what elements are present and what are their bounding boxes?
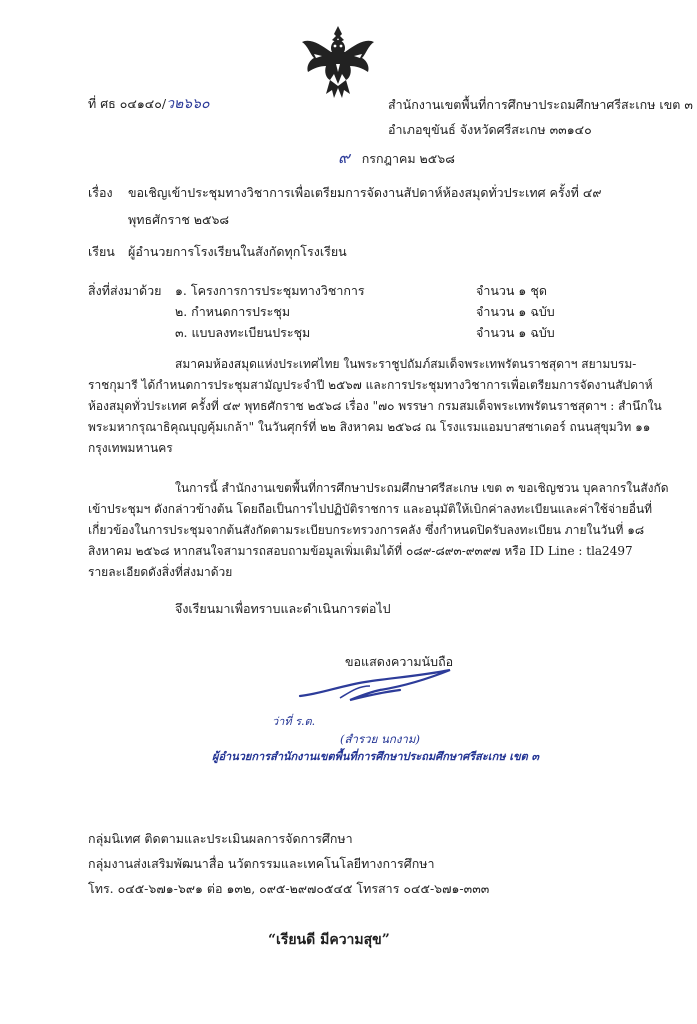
regards-text: ขอแสดงความนับถือ <box>345 654 454 669</box>
department-2: กลุ่มงานส่งเสริมพัฒนาสื่อ นวัตกรรมและเทคโนโลยีทางการศึกษา <box>88 856 435 871</box>
enclosure-item-2: ๒. กำหนดการประชุม <box>175 304 291 319</box>
office-address: อำเภอขุขันธ์ จังหวัดศรีสะเกษ ๓๓๑๔๐ <box>388 122 592 137</box>
document-number-handwritten: ว๒๖๖๐ <box>166 96 210 112</box>
paragraph-1-line-2: ราชกุมารี ได้กำหนดการประชุมสามัญประจำปี ๒๕๖๗ และการประชุมทางวิชาการเพื่อเตรียมการจัดงานสัปดาห์ <box>88 378 653 392</box>
paragraph-2-line-5: รายละเอียดดังสิ่งที่ส่งมาด้วย <box>88 565 233 579</box>
recipient-text: ผู้อำนวยการโรงเรียนในสังกัดทุกโรงเรียน <box>128 244 347 259</box>
date-month-year: กรกฎาคม ๒๕๖๘ <box>361 151 455 166</box>
acting-title: ว่าที่ ร.ต. <box>272 715 316 728</box>
garuda-emblem-icon <box>300 24 376 100</box>
recipient-label: เรียน <box>88 244 115 259</box>
contact-phone: โทร. ๐๔๕-๖๗๑-๖๙๑ ต่อ ๑๓๒, ๐๙๕-๒๙๗๐๕๔๕ โทรสาร ๐๔๕-๖๗๑-๓๓๓ <box>88 881 490 896</box>
paragraph-1-line-3: ห้องสมุดทั่วประเทศ ครั้งที่ ๔๙ พุทธศักราช ๒๕๖๘ เรื่อง "๗๐ พรรษา กรมสมเด็จพระเทพรัตนราชสุดาฯ : สำนึกใน <box>88 399 662 413</box>
document-number-prefix: ที่ ศธ ๐๔๑๔๐/ <box>88 96 167 111</box>
closing-text: จึงเรียนมาเพื่อทราบและดำเนินการต่อไป <box>175 601 391 616</box>
paragraph-2-line-3: เกี่ยวข้องในการประชุมจากต้นสังกัดตามระเบียบกระทรวงการคลัง ซึ่งกำหนดปิดรับลงทะเบียน ภายในวันที่ ๑๘ <box>88 523 645 537</box>
document-date <box>338 149 455 167</box>
signer-position: ผู้อำนวยการสำนักงานเขตพื้นที่การศึกษาประถมศึกษาศรีสะเกษ เขต ๓ <box>212 750 540 763</box>
enclosures-label: สิ่งที่ส่งมาด้วย <box>88 283 162 298</box>
paragraph-1-line-1: สมาคมห้องสมุดแห่งประเทศไทย ในพระราชูปถัมภ์สมเด็จพระเทพรัตนราชสุดาฯ สยามบรม- <box>175 357 637 371</box>
document-number <box>88 95 210 113</box>
department-1: กลุ่มนิเทศ ติดตามและประเมินผลการจัดการศึกษา <box>88 831 353 846</box>
enclosure-qty-1: จำนวน ๑ ชุด <box>476 283 547 298</box>
paragraph-1-line-4: พระมหากรุณาธิคุณบุญคุ้มเกล้า" ในวันศุกร์ที่ ๒๒ สิงหาคม ๒๕๖๘ ณ โรงแรมแอมบาสซาเดอร์ ถนนสุขุมวิท ๑๑ <box>88 420 651 434</box>
paragraph-2-line-2: เข้าประชุมฯ ดังกล่าวข้างต้น โดยถือเป็นการไปปฏิบัติราชการ และอนุมัติให้เบิกค่าลงทะเบียนและค่าใช้จ่ายอื่นที่ <box>88 502 653 516</box>
paragraph-1-line-5: กรุงเทพมหานคร <box>88 441 173 455</box>
subject-line-1: ขอเชิญเข้าประชุมทางวิชาการเพื่อเตรียมการจัดงานสัปดาห์ห้องสมุดทั่วประเทศ ครั้งที่ ๔๙ <box>128 185 602 200</box>
handwritten-signature-icon <box>280 656 470 716</box>
enclosure-item-3: ๓. แบบลงทะเบียนประชุม <box>175 325 311 340</box>
signer-name: (สำรวย นกงาม) <box>340 732 420 746</box>
paragraph-2-line-4: สิงหาคม ๒๕๖๘ หากสนใจสามารถสอบถามข้อมูลเพิ่มเติมได้ที่ ๐๘๙-๘๙๓-๙๓๙๗ หรือ ID Line : tla2497 <box>88 544 633 558</box>
enclosure-qty-2: จำนวน ๑ ฉบับ <box>476 304 555 319</box>
office-name: สำนักงานเขตพื้นที่การศึกษาประถมศึกษาศรีสะเกษ เขต ๓ <box>388 97 693 112</box>
date-day-handwritten: ๙ <box>338 148 350 167</box>
subject-label: เรื่อง <box>88 185 113 200</box>
paragraph-2-line-1: ในการนี้ สำนักงานเขตพื้นที่การศึกษาประถมศึกษาศรีสะเกษ เขต ๓ ขอเชิญชวน บุคลากรในสังกัด <box>175 481 669 495</box>
slogan: “เรียนดี มีความสุข” <box>268 932 390 948</box>
enclosure-item-1: ๑. โครงการการประชุมทางวิชาการ <box>175 283 365 298</box>
enclosure-qty-3: จำนวน ๑ ฉบับ <box>476 325 555 340</box>
subject-line-2: พุทธศักราช ๒๕๖๘ <box>128 212 230 227</box>
